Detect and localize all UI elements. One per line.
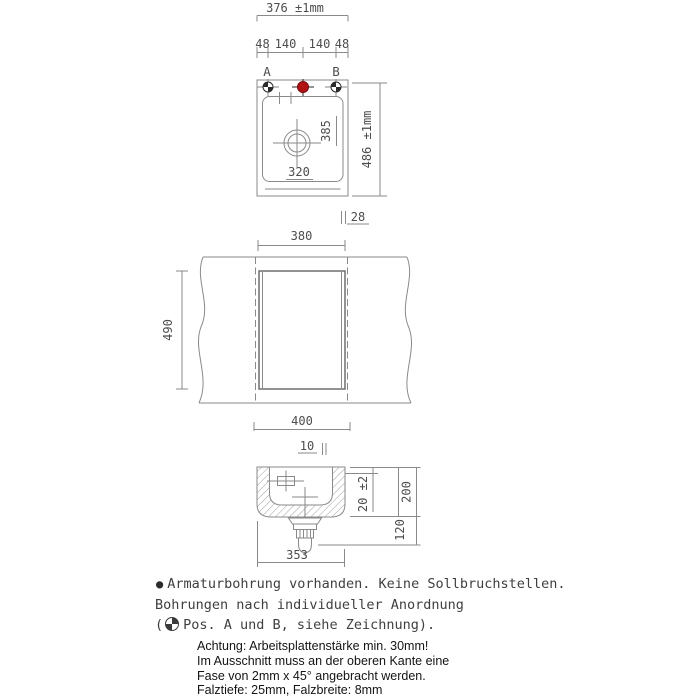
dim-rim-overhang xyxy=(298,439,326,455)
dim-label-490: 490 xyxy=(161,319,175,341)
sink-section-body xyxy=(257,467,350,517)
cutout-view xyxy=(161,210,412,431)
note-text-1: Armaturbohrung vorhanden. Keine Sollbruchstellen. xyxy=(167,576,566,592)
dim-edge-offset xyxy=(342,210,370,224)
bullet-icon: ● xyxy=(156,577,164,591)
dim-label-486: 486 ±1mm xyxy=(360,110,374,169)
dim-label-140-left: 140 xyxy=(274,37,297,51)
note-line-1 xyxy=(0,574,700,595)
dim-cutout-height xyxy=(161,271,188,389)
warning-line-3: Fase von 2mm x 45° angebracht werden. xyxy=(197,668,426,683)
warning-line-4: Falztiefe: 25mm, Falzbreite: 8mm xyxy=(197,683,383,698)
dim-label-376: 376 ±1mm xyxy=(266,1,324,15)
note-text-3: Pos. A und B, siehe Zeichnung). xyxy=(183,617,436,633)
dim-label-140-right: 140 xyxy=(308,37,331,51)
worktop-band xyxy=(198,257,411,403)
note-line-2 xyxy=(0,595,700,616)
dim-drain-320 xyxy=(286,165,313,180)
dim-label-20: 20 ±2 xyxy=(356,475,370,513)
note-text-3-prefix: ( xyxy=(155,617,164,633)
dim-label-48-right: 48 xyxy=(334,37,350,51)
dim-label-385: 385 xyxy=(319,120,333,142)
drain-fitting xyxy=(289,487,322,556)
break-line-right xyxy=(405,257,411,403)
hole-b-label: B xyxy=(332,64,340,79)
top-view xyxy=(255,1,387,196)
dim-label-320: 320 xyxy=(288,165,310,179)
cutout-outline xyxy=(259,271,345,389)
dim-overall-width xyxy=(257,1,348,22)
dim-label-400: 400 xyxy=(291,414,313,428)
note-text-2: Bohrungen nach individueller Anordnung xyxy=(155,596,464,613)
dim-chain xyxy=(255,37,349,58)
dim-label-120: 120 xyxy=(393,519,407,541)
warning-block xyxy=(197,639,449,698)
dim-outer-width xyxy=(254,414,350,431)
hole-a-label: A xyxy=(263,64,271,79)
break-line-left xyxy=(198,257,204,403)
section-view xyxy=(257,439,421,567)
drill-hole-icon xyxy=(165,617,179,631)
warning-line-2: Im Ausschnitt muss an der oberen Kante eine xyxy=(197,653,450,668)
dim-label-28: 28 xyxy=(350,210,366,224)
hidden-edge-lines xyxy=(256,257,348,403)
note-line-3 xyxy=(0,615,700,636)
dim-cutout-width xyxy=(258,229,345,251)
dim-label-48-left: 48 xyxy=(255,37,270,51)
cutout-fold-edges xyxy=(263,272,342,388)
notes-block xyxy=(0,574,700,636)
warning-line-1: Achtung: Arbeitsplattenstärke min. 30mm! xyxy=(197,639,429,653)
dim-label-380: 380 xyxy=(290,229,313,243)
dim-overall-height xyxy=(352,83,387,196)
dim-label-200: 200 xyxy=(399,481,414,503)
dim-label-353: 353 xyxy=(286,548,308,562)
dim-label-10: 10 xyxy=(299,439,315,453)
